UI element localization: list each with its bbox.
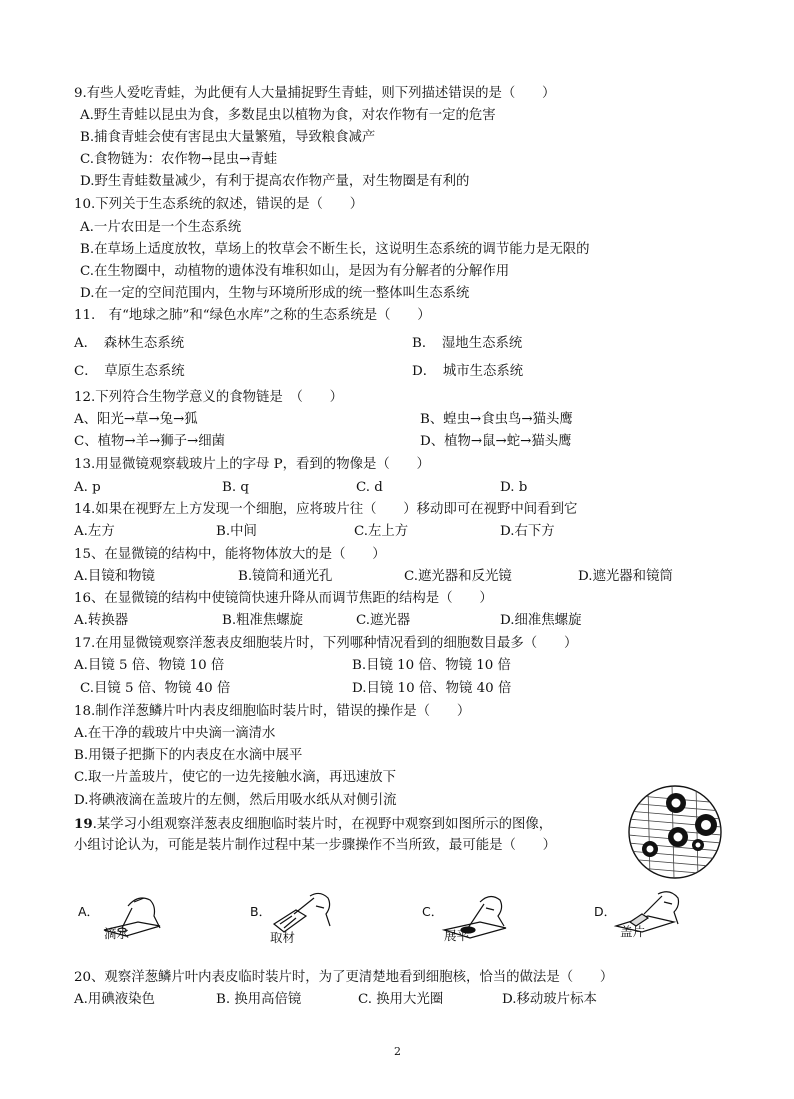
q10-option-c: C.在生物圈中，动植物的遗体没有堆积如山，是因为有分解者的分解作用 <box>80 264 510 279</box>
q19-stem-line1: 19.某学习小组观察洋葱表皮细胞临时装片时，在视野中观察到如图所示的图像， <box>74 816 553 832</box>
q10-option-a: A.一片农田是一个生态系统 <box>80 220 242 235</box>
q19-option-d-letter: D． <box>594 904 617 919</box>
q19-stem-line2: 小组讨论认为，可能是装片制作过程中某一步骤操作不当所致，最可能是（ ） <box>74 838 557 853</box>
q14-option-a: A.左方 <box>74 524 115 539</box>
q19-option-b-letter: B． <box>250 904 272 919</box>
page-number: 2 <box>394 1045 401 1058</box>
q9-option-a: A.野生青蛙以昆虫为食，多数昆虫以植物为食，对农作物有一定的危害 <box>80 108 496 123</box>
q19-stem-text: .某学习小组观察洋葱表皮细胞临时装片时，在视野中观察到如图所示的图像， <box>92 817 553 832</box>
q11-option-c: C． 草原生态系统 <box>74 364 185 379</box>
q11-option-d: D． 城市生态系统 <box>412 364 524 379</box>
q16-option-d: D.细准焦螺旋 <box>500 613 582 628</box>
q17-option-c: C.目镜 5 倍、物镜 40 倍 <box>80 681 231 696</box>
q17-option-a: A.目镜 5 倍、物镜 10 倍 <box>74 658 225 673</box>
q10-stem: 10.下列关于生态系统的叙述，错误的是（ ） <box>74 197 364 212</box>
q11-option-b: B． 湿地生态系统 <box>412 336 523 351</box>
q15-option-c: C.遮光器和反光镜 <box>404 569 512 584</box>
q17-option-b: B.目镜 10 倍、物镜 10 倍 <box>352 658 511 673</box>
microscope-field-of-view-image <box>628 785 722 879</box>
q18-option-b: B.用镊子把撕下的内表皮在水滴中展平 <box>74 748 303 763</box>
q19-option-c-letter: C． <box>422 904 444 919</box>
q18-option-a: A.在干净的载玻片中央滴一滴清水 <box>74 726 276 741</box>
q15-option-d: D.遮光器和镜筒 <box>578 569 673 584</box>
q16-option-c: C.遮光器 <box>356 613 411 628</box>
q12-option-c: C、植物→羊→狮子→细菌 <box>74 434 226 449</box>
q20-option-c: C. 换用大光圈 <box>358 992 444 1007</box>
q19-option-a-letter: A． <box>78 904 100 919</box>
q11-option-a: A． 森林生态系统 <box>74 336 185 351</box>
q12-option-d: D、植物→鼠→蛇→猫头鹰 <box>420 434 572 449</box>
q18-stem: 18.制作洋葱鳞片叶内表皮细胞临时装片时，错误的操作是（ ） <box>74 704 471 719</box>
q14-option-b: B.中间 <box>216 524 257 539</box>
q15-stem: 15、在显微镜的结构中，能将物体放大的是（ ） <box>74 547 386 562</box>
q15-option-b: B.镜筒和通光孔 <box>238 569 333 584</box>
q18-option-c: C.取一片盖玻片，使它的一边先接触水滴，再迅速放下 <box>74 770 397 785</box>
q9-option-d: D.野生青蛙数量减少，有利于提高农作物产量，对生物圈是有利的 <box>80 174 470 189</box>
q10-option-b: B.在草场上适度放牧，草场上的牧草会不断生长，这说明生态系统的调节能力是无限的 <box>80 242 590 257</box>
q10-option-d: D.在一定的空间范围内，生物与环境所形成的统一整体叫生态系统 <box>80 286 470 301</box>
q17-option-d: D.目镜 10 倍、物镜 40 倍 <box>352 681 512 696</box>
q20-option-a: A.用碘液染色 <box>74 992 155 1007</box>
q19-option-c-caption: 展平 <box>444 928 470 943</box>
q13-option-d: D. b <box>500 480 528 495</box>
q16-option-b: B.粗准焦螺旋 <box>222 613 304 628</box>
q13-option-c: C. d <box>356 480 383 495</box>
q12-stem: 12.下列符合生物学意义的食物链是 （ ） <box>74 390 344 405</box>
q17-stem: 17.在用显微镜观察洋葱表皮细胞装片时，下列哪种情况看到的细胞数目最多（ ） <box>74 636 578 651</box>
q9-option-b: B.捕食青蛙会使有害昆虫大量繁殖，导致粮食减产 <box>80 130 376 145</box>
q14-stem: 14.如果在视野左上方发现一个细胞，应将玻片往（ ）移动即可在视野中间看到它 <box>74 502 578 517</box>
q19-option-a-caption: 滴水 <box>104 926 130 941</box>
q12-option-b: B、蝗虫→食虫鸟→猫头鹰 <box>420 412 573 427</box>
q16-option-a: A.转换器 <box>74 613 129 628</box>
q19-option-b-caption: 取材 <box>270 930 296 945</box>
q16-stem: 16、在显微镜的结构中使镜筒快速升降从而调节焦距的结构是（ ） <box>74 591 493 606</box>
q18-option-d: D.将碘液滴在盖玻片的左侧，然后用吸水纸从对侧引流 <box>74 793 397 808</box>
q20-option-d: D.移动玻片标本 <box>502 992 597 1007</box>
q15-option-a: A.目镜和物镜 <box>74 569 155 584</box>
q13-option-b: B. q <box>222 480 249 495</box>
q13-option-a: A. p <box>74 480 101 495</box>
q20-option-b: B. 换用高倍镜 <box>216 992 302 1007</box>
q13-stem: 13.用显微镜观察载玻片上的字母 P，看到的物像是（ ） <box>74 457 430 472</box>
q9-stem: 9.有些人爱吃青蛙，为此便有人大量捕捉野生青蛙，则下列描述错误的是（ ） <box>74 86 556 101</box>
q9-option-c: C.食物链为：农作物→昆虫→青蛙 <box>80 152 278 167</box>
q19-option-d-caption: 盖片 <box>620 924 646 939</box>
q14-option-c: C.左上方 <box>354 524 409 539</box>
q20-stem: 20、观察洋葱鳞片叶内表皮临时装片时，为了更清楚地看到细胞核，恰当的做法是（ ） <box>74 970 614 985</box>
q11-stem: 11. 有“地球之肺”和“绿色水库”之称的生态系统是（ ） <box>74 308 431 323</box>
q14-option-d: D.右下方 <box>500 524 555 539</box>
q12-option-a: A、阳光→草→兔→狐 <box>74 412 198 427</box>
